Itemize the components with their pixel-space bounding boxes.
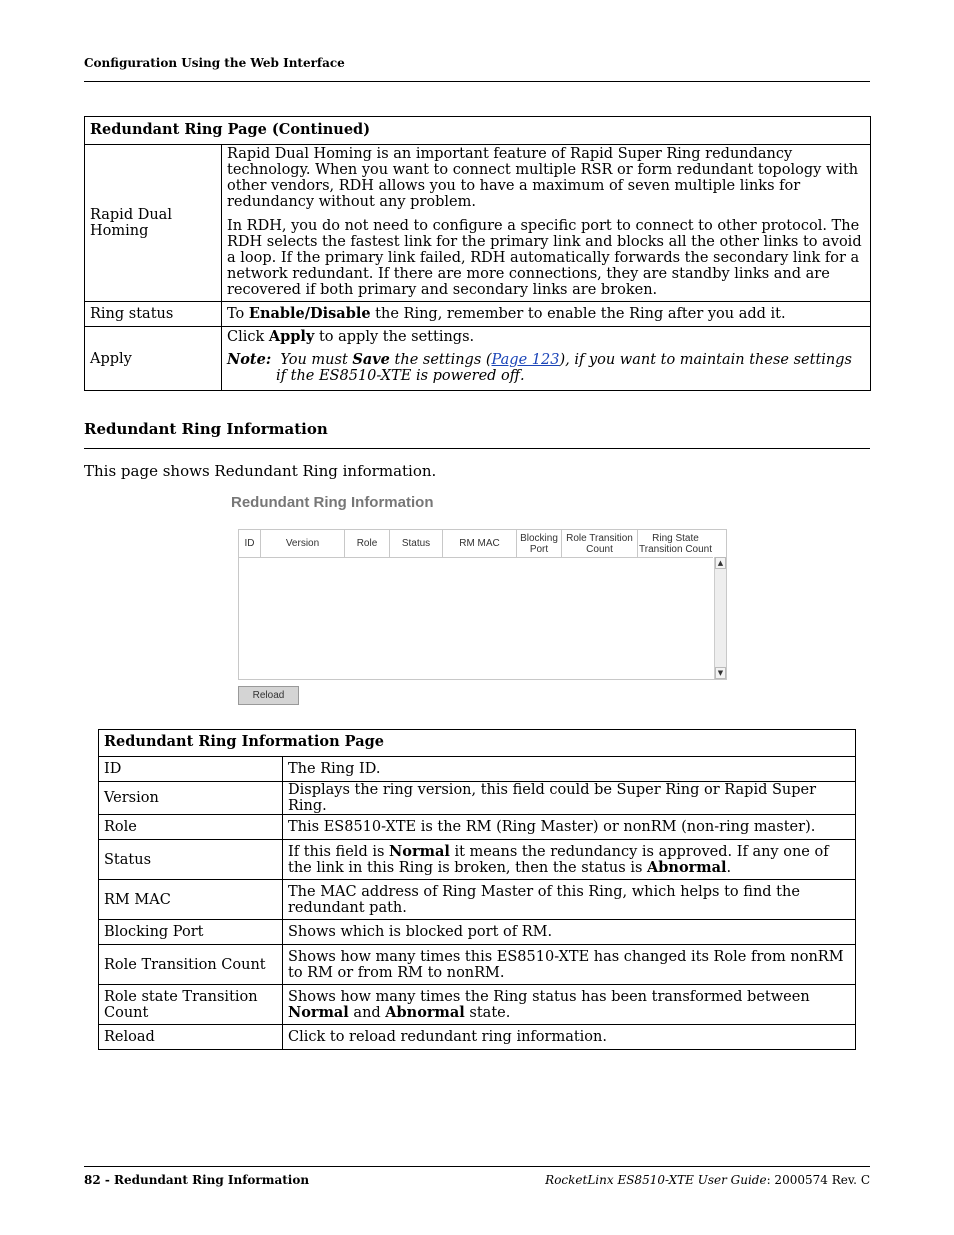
row-label-ring-status: Ring status: [85, 302, 222, 327]
rdh-paragraph-1: Rapid Dual Homing is an important feature of Rapid Super Ring redundancy technology. When you want to connect multiple RSR or form redundant topology with other vendors, RDH allows you to have a maximum of seven multiple links for redundancy without any problem.: [227, 146, 859, 210]
col-rm-mac[interactable]: RM MAC: [443, 530, 517, 557]
table-row: Status: [99, 840, 283, 880]
table-cell: The MAC address of Ring Master of this Ring, which helps to find the redundant path.: [283, 880, 856, 920]
table-cell: The Ring ID.: [283, 757, 856, 782]
grid-scrollbar[interactable]: [714, 557, 726, 679]
table-caption: Redundant Ring Page (Continued): [85, 117, 871, 145]
note-text: Note: You must Save the settings (Page 123), if you want to maintain these settings if the ES8510-XTE is powered off.: [227, 351, 852, 384]
col-ring-state-transition-count[interactable]: Ring State Transition Count: [639, 532, 712, 555]
col-role-transition-count[interactable]: Role Transition Count: [562, 530, 638, 557]
table-cell: This ES8510-XTE is the RM (Ring Master) or nonRM (non-ring master).: [283, 815, 856, 840]
table-row: Role: [99, 815, 283, 840]
footer-left: 82 - Redundant Ring Information: [84, 1173, 310, 1187]
redundant-ring-table: [84, 116, 871, 391]
rdh-paragraph-2: In RDH, you do not need to configure a specific port to connect to other protocol. The RDH selects the fastest link for the primary link and blocks all the other links to avoid a loop. If the primary link failed, RDH automatically forwards the secondary link for a network redundant. If there are more connections, they are standby links and are recovered if both primary and secondary links are broken.: [227, 218, 862, 298]
section-heading: Redundant Ring Information: [84, 420, 328, 438]
table-row: Version: [99, 782, 283, 815]
scroll-down-arrow-icon[interactable]: ▼: [715, 667, 726, 679]
table-row: Role state Transition Count: [99, 985, 283, 1025]
ring-info-grid: [238, 529, 727, 680]
header-rule: [84, 81, 870, 82]
running-header: Configuration Using the Web Interface: [84, 56, 345, 70]
table-row: Blocking Port: [99, 920, 283, 945]
table-cell: Shows how many times this ES8510-XTE has changed its Role from nonRM to RM or from RM to nonRM.: [283, 945, 856, 985]
apply-desc: Click Apply to apply the settings.: [227, 328, 475, 345]
table-cell: Displays the ring version, this field could be Super Ring or Rapid Super Ring.: [283, 782, 856, 815]
table-cell: Shows which is blocked port of RM.: [283, 920, 856, 945]
col-blocking-port[interactable]: Blocking Port: [517, 530, 562, 557]
table-cell: If this field is Normal it means the redundancy is approved. If any one of the link in this Ring is broken, then the status is Abnormal.: [283, 840, 856, 880]
scroll-up-arrow-icon[interactable]: ▲: [715, 557, 726, 569]
section-rule: [84, 448, 870, 449]
row-label-rdh: Rapid Dual Homing: [85, 145, 222, 302]
table-row: RM MAC: [99, 880, 283, 920]
col-status[interactable]: Status: [390, 530, 443, 557]
table-row: Role Transition Count: [99, 945, 283, 985]
screenshot-title: Redundant Ring Information: [231, 494, 434, 511]
col-role[interactable]: Role: [345, 530, 390, 557]
section-intro: This page shows Redundant Ring information.: [84, 462, 437, 480]
table-row: ID: [99, 757, 283, 782]
grid-header: [239, 530, 713, 558]
page-link[interactable]: Page 123: [491, 352, 560, 368]
footer-right: RocketLinx ES8510-XTE User Guide: 2000574 Rev. C: [545, 1173, 870, 1187]
ring-info-table: [98, 729, 856, 1050]
footer-rule: [84, 1166, 870, 1167]
row-label-apply: Apply: [85, 327, 222, 391]
table-cell: Shows how many times the Ring status has been transformed between Normal and Abnormal state.: [283, 985, 856, 1025]
ring-status-desc: To Enable/Disable the Ring, remember to enable the Ring after you add it.: [222, 302, 871, 327]
col-version[interactable]: Version: [261, 530, 345, 557]
table-caption: Redundant Ring Information Page: [99, 730, 856, 757]
table-cell: Click to reload redundant ring information.: [283, 1025, 856, 1050]
reload-button[interactable]: Reload: [238, 686, 299, 705]
table-row: Reload: [99, 1025, 283, 1050]
col-id[interactable]: ID: [239, 530, 261, 557]
